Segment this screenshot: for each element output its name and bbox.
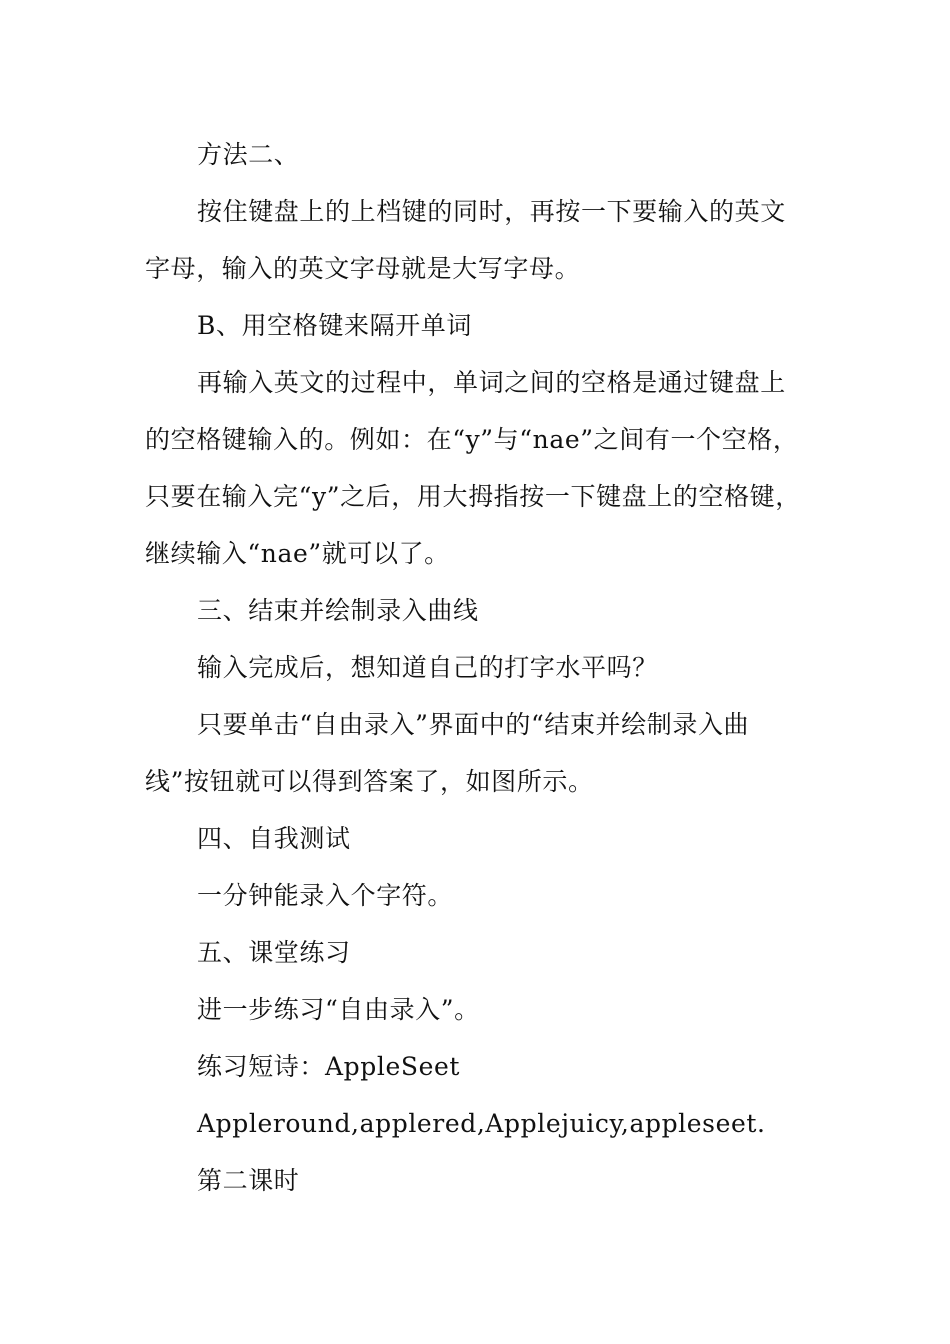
paragraph-typing-level: 输入完成后，想知道自己的打字水平吗？: [197, 653, 658, 682]
paragraph-space-usage: 再输入英文的过程中，单词之间的空格是通过键盘上的空格键输入的。例如：在“y”与“nae”之间有一个空格，只要在输入完“y”之后，用大拇指按一下键盘上的空格键，继续输入“nae”就可以了。: [145, 368, 801, 568]
heading-second-lesson: 第二课时: [197, 1166, 300, 1195]
heading-method-two: 方法二、: [197, 140, 300, 169]
heading-section-five: 五、课堂练习: [197, 938, 351, 967]
document-body: [145, 126, 810, 1209]
paragraph-practice: 进一步练习“自由录入”。: [197, 995, 480, 1024]
heading-section-three: 三、结束并绘制录入曲线: [197, 596, 479, 625]
heading-section-four: 四、自我测试: [197, 824, 351, 853]
paragraph-poem-text: Appleround,applered,Applejuicy,appleseet.: [197, 1109, 766, 1138]
paragraph-shift-key: 按住键盘上的上档键的同时，再按一下要输入的英文字母，输入的英文字母就是大写字母。: [145, 197, 786, 283]
paragraph-self-test: 一分钟能录入个字符。: [197, 881, 454, 910]
paragraph-poem-title: 练习短诗：AppleSeet: [197, 1052, 461, 1081]
heading-space-key: B、用空格键来隔开单词: [197, 311, 472, 340]
paragraph-end-button: 只要单击“自由录入”界面中的“结束并绘制录入曲线”按钮就可以得到答案了，如图所示。: [145, 710, 750, 796]
